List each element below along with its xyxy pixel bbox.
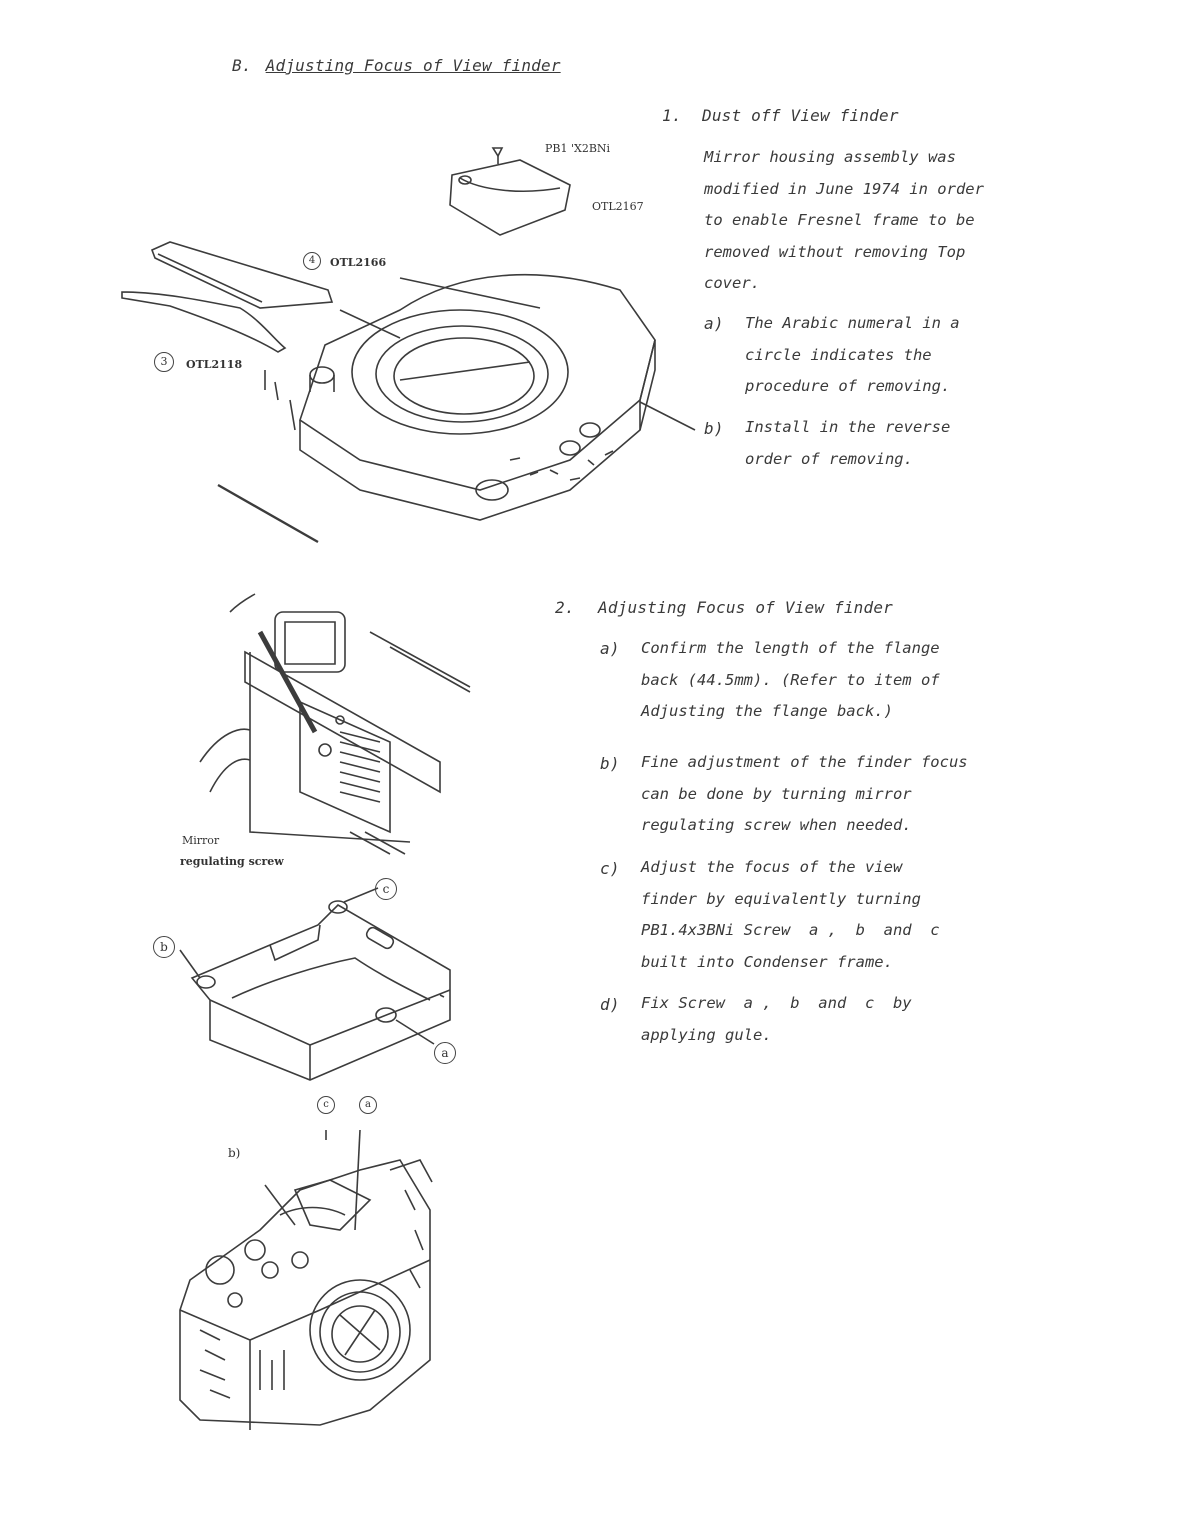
step1-paragraph	[704, 142, 984, 300]
step1-line: modified in June 1974 in order	[704, 179, 984, 198]
screw-a-marker: a	[434, 1042, 456, 1064]
step1-a-label: a)	[704, 314, 724, 333]
step2-b-text	[641, 747, 968, 842]
mirror-regulating-screw-illustration	[190, 592, 480, 872]
step2-heading: Adjusting Focus of View finder	[598, 598, 893, 617]
step2-a-text	[641, 633, 940, 728]
screw-part-label: PB1 'X2BNi	[545, 142, 611, 155]
mirror-caption-line1: Mirror	[182, 834, 220, 847]
step1-b-line: Install in the reverse	[745, 418, 951, 436]
condenser-frame-illustration	[150, 880, 470, 1100]
step2-c-line: built into Condenser frame.	[641, 952, 893, 971]
part-otl2166-label: OTL2166	[330, 256, 387, 269]
step2-c-line: PB1.4x3BNi Screw a , b and c	[641, 921, 940, 939]
step2-c-line: Adjust the focus of the view	[641, 858, 903, 876]
step2-d-label: d)	[600, 995, 620, 1014]
step1-b-text	[745, 412, 950, 475]
step1-line: cover.	[704, 274, 760, 292]
section-title	[232, 56, 561, 75]
step1-a-text	[745, 308, 960, 403]
step2-a-line: Confirm the length of the flange	[641, 639, 940, 657]
step2-b-label: b)	[600, 754, 620, 773]
step1-line: to enable Fresnel frame to be	[704, 211, 975, 229]
step1-b-line: order of removing.	[745, 449, 913, 468]
step1-b-label: b)	[704, 419, 724, 438]
step-4-marker: 4	[303, 252, 321, 270]
camera-screw-c-marker: c	[317, 1096, 335, 1114]
step2-c-label: c)	[600, 859, 620, 878]
step1-a-line: circle indicates the	[745, 345, 932, 364]
mirror-caption-line2: regulating screw	[180, 855, 284, 868]
step1-heading: Dust off View finder	[702, 106, 899, 125]
camera-screw-a-marker: a	[359, 1096, 377, 1114]
step2-b-line: regulating screw when needed.	[641, 816, 912, 834]
step2-a-line: back (44.5mm). (Refer to item of	[641, 670, 940, 689]
step1-a-line: procedure of removing.	[745, 377, 951, 395]
part-otl2167-label: OTL2167	[592, 200, 644, 213]
step1-a-line: The Arabic numeral in a	[745, 314, 960, 332]
step1-line: Mirror housing assembly was	[704, 148, 956, 166]
step2-d-line: applying gule.	[641, 1025, 772, 1044]
finder-exploded-illustration	[100, 130, 700, 550]
part-otl2118-label: OTL2118	[186, 358, 243, 371]
section-prefix: B.	[232, 56, 252, 75]
step2-d-text	[641, 988, 912, 1051]
step2-c-text	[641, 852, 940, 978]
step2-a-label: a)	[600, 639, 620, 658]
screw-b-marker: b	[153, 936, 175, 958]
screw-c-marker: c	[375, 878, 397, 900]
step2-b-line: Fine adjustment of the finder focus	[641, 753, 968, 771]
camera-body-illustration	[160, 1110, 460, 1440]
camera-screw-b-label: b)	[228, 1146, 241, 1160]
step1-line: removed without removing Top	[704, 242, 966, 261]
section-title-text: Adjusting Focus of View finder	[265, 56, 561, 75]
step2-number: 2.	[555, 598, 575, 617]
step2-b-line: can be done by turning mirror	[641, 784, 912, 803]
step2-a-line: Adjusting the flange back.)	[641, 702, 893, 720]
step-3-marker: 3	[154, 352, 174, 372]
step2-c-line: finder by equivalently turning	[641, 889, 921, 908]
step1-number: 1.	[662, 106, 682, 125]
step2-d-line: Fix Screw a , b and c by	[641, 994, 912, 1012]
